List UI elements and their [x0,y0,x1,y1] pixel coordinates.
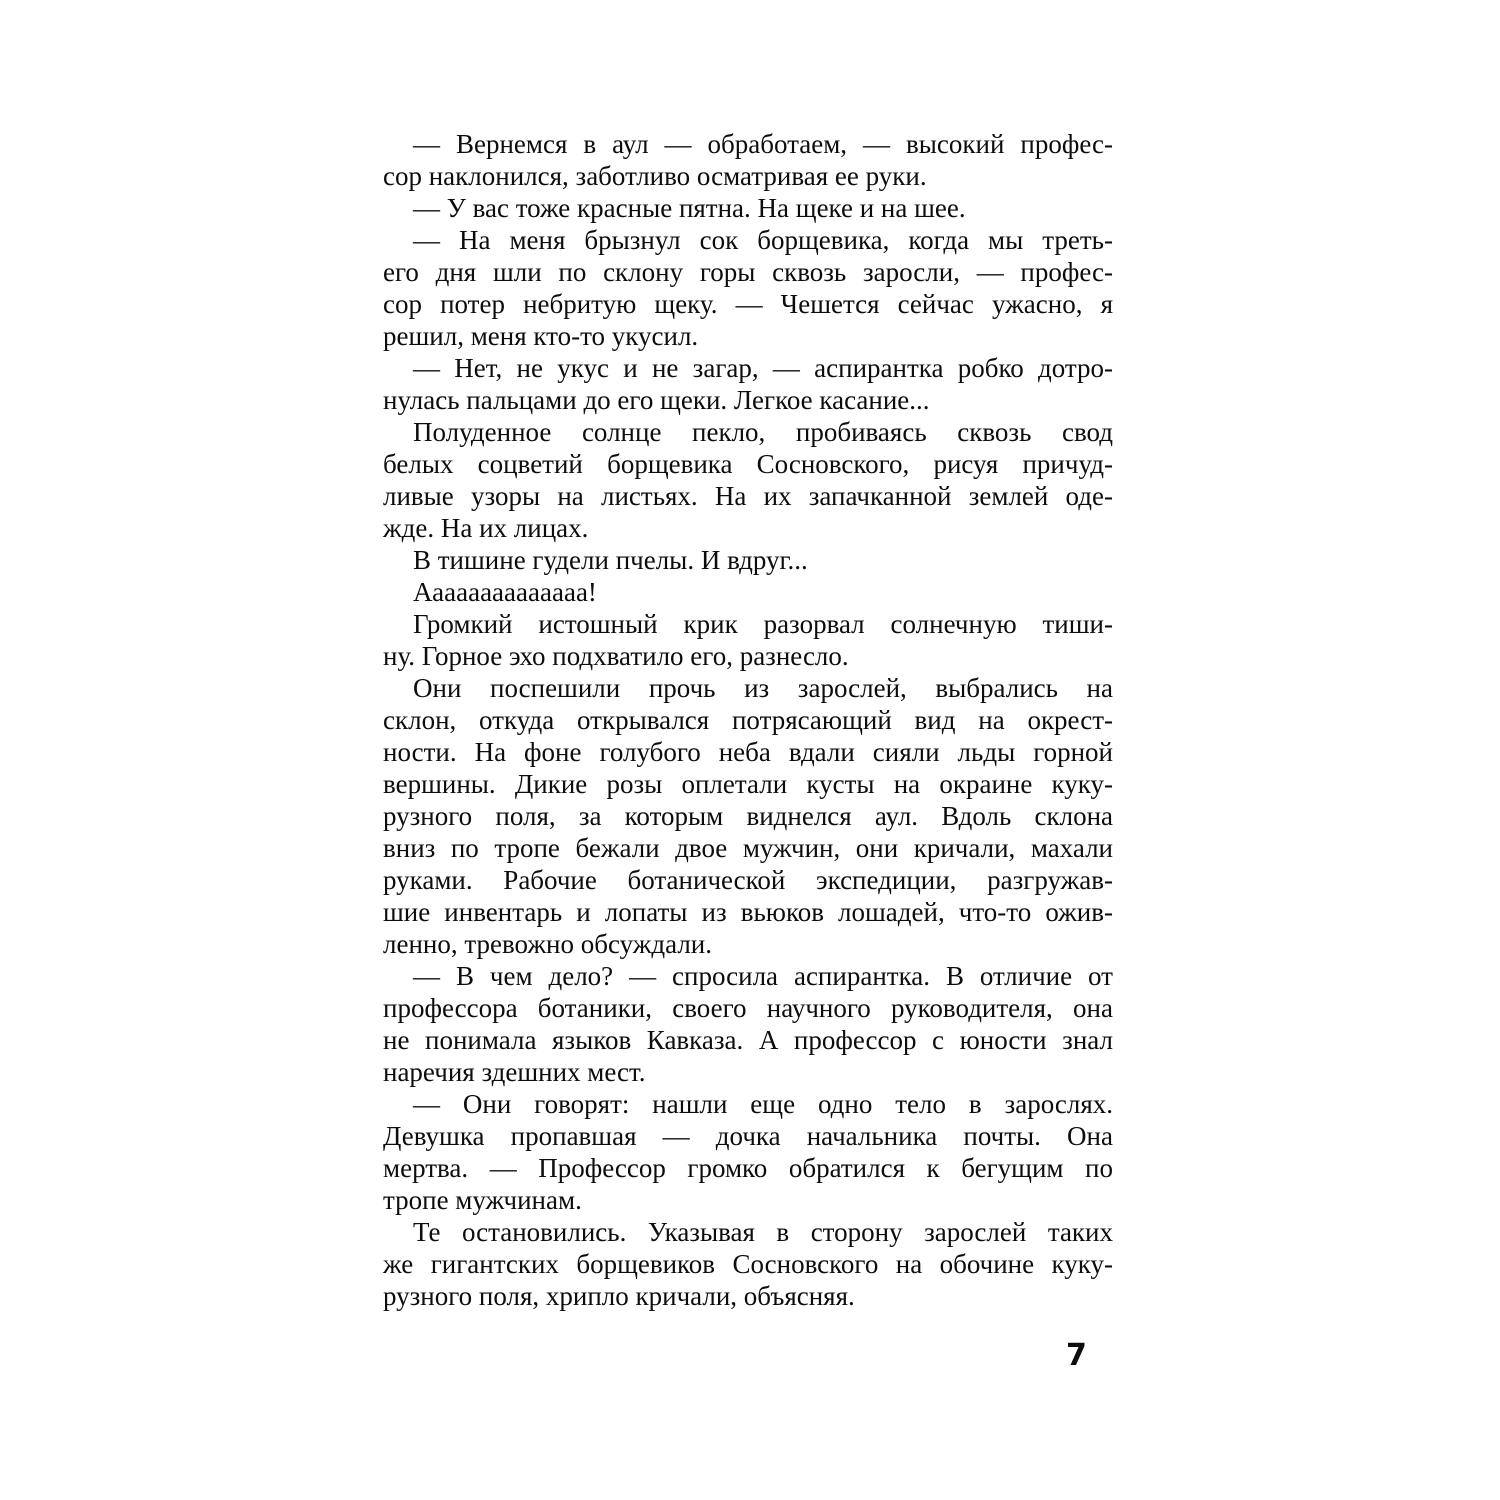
paragraph [383,576,1113,608]
text-line: решил, меня кто-то укусил. [383,321,699,351]
text-line: Аааааааааааааа! [413,577,597,607]
text-column [383,128,1113,1312]
text-line: В тишине гудели пчелы. И вдруг... [413,545,808,575]
text-line: склон, откуда открывался потрясающий вид на окрест- [383,705,1113,735]
paragraph [383,544,1113,576]
text-line: профессора ботаники, своего научного руководителя, она [383,993,1113,1023]
text-line: мертва. — Профессор громко обратился к бегущим по [383,1153,1113,1183]
text-line: же гигантских борщевиков Сосновского на обочине куку- [383,1249,1113,1279]
text-line: вниз по тропе бежали двое мужчин, они кричали, махали [383,833,1113,863]
text-line: жде. На их лицах. [383,513,589,543]
text-line: нулась пальцами до его щеки. Легкое касание... [383,385,930,415]
text-line: — На меня брызнул сок борщевика, когда мы треть- [413,225,1113,255]
page-number: 7 [1066,1338,1087,1373]
text-line: — Нет, не укус и не загар, — аспирантка робко дотро- [413,353,1113,383]
text-line: тропе мужчинам. [383,1185,582,1215]
paragraph [383,1088,1113,1216]
text-line: шие инвентарь и лопаты из вьюков лошадей, что-то ожив- [383,897,1113,927]
text-line: сор потер небритую щеку. — Чешется сейчас ужасно, я [383,289,1113,319]
text-line: — В чем дело? — спросила аспирантка. В отличие от [413,961,1113,991]
text-line: Девушка пропавшая — дочка начальника почты. Она [383,1121,1113,1151]
text-line: ну. Горное эхо подхватило его, разнесло. [383,641,849,671]
text-line: — Они говорят: нашли еще одно тело в зарослях. [413,1089,1113,1119]
paragraph [383,224,1113,352]
text-line: сор наклонился, заботливо осматривая ее руки. [383,161,927,191]
text-line: руками. Рабочие ботанической экспедиции, разгружав- [383,865,1113,895]
paragraph [383,960,1113,1088]
text-line: Они поспешили прочь из зарослей, выбрались на [413,673,1113,703]
text-line: наречия здешних мест. [383,1057,646,1087]
text-line: Полуденное солнце пекло, пробиваясь сквозь свод [413,417,1113,447]
text-line: не понимала языков Кавказа. А профессор с юности знал [383,1025,1113,1055]
text-line: — Вернемся в аул — обработаем, — высокий профес- [413,129,1113,159]
text-line: Громкий истошный крик разорвал солнечную тиши- [413,609,1113,639]
text-line: ливые узоры на листьях. На их запачканной землей оде- [383,481,1113,511]
paragraph [383,1216,1113,1312]
text-line: рузного поля, за которым виднелся аул. Вдоль склона [383,801,1113,831]
paragraph [383,192,1113,224]
text-line: рузного поля, хрипло кричали, объясняя. [383,1281,855,1311]
text-line: — У вас тоже красные пятна. На щеке и на шее. [413,193,966,223]
paragraph [383,672,1113,960]
paragraph [383,128,1113,192]
text-line: вершины. Дикие розы оплетали кусты на окраине куку- [383,769,1113,799]
paragraph [383,352,1113,416]
text-line: Те остановились. Указывая в сторону зарослей таких [413,1217,1113,1247]
text-line: его дня шли по склону горы сквозь заросли, — профес- [383,257,1113,287]
text-line: ности. На фоне голубого неба вдали сияли льды горной [383,737,1113,767]
paragraph [383,416,1113,544]
text-line: ленно, тревожно обсуждали. [383,929,713,959]
text-line: белых соцветий борщевика Сосновского, рисуя причуд- [383,449,1113,479]
paragraph [383,608,1113,672]
